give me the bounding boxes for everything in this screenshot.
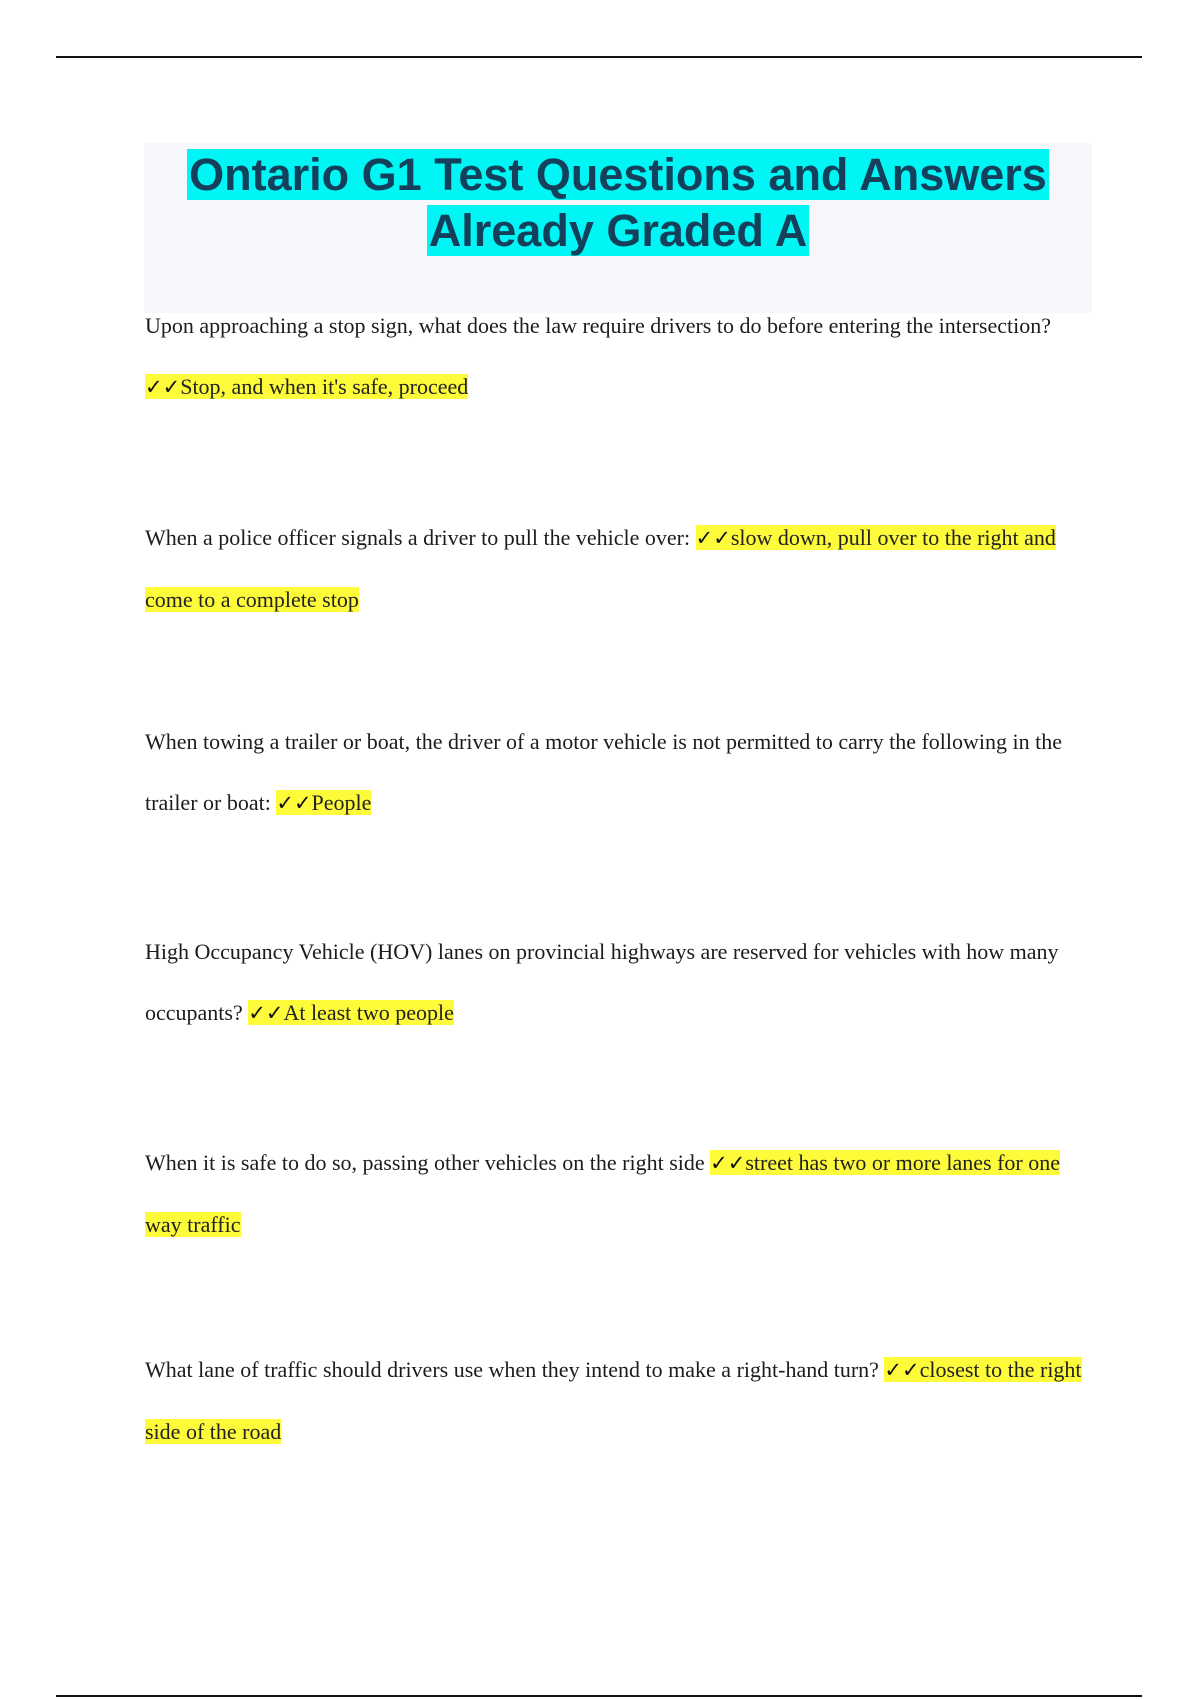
check-icon: ✓✓ — [145, 375, 181, 399]
question-text: When it is safe to do so, passing other vehicles on the right side — [145, 1150, 705, 1175]
answer-text: street has two or more lanes for one way traffic — [145, 1150, 1060, 1237]
document-title — [144, 143, 1092, 259]
question-text: High Occupancy Vehicle (HOV) lanes on provincial highways are reserved for vehicles with how many occupants? — [145, 939, 1059, 1025]
header-rule — [56, 56, 1142, 58]
qa-item-6 — [145, 1339, 1095, 1462]
qa-item-1 — [145, 295, 1095, 418]
title-line-1: Ontario G1 Test Questions and Answers — [189, 149, 1047, 200]
qa-item-3 — [145, 711, 1095, 834]
answer-text: closest to the right side of the road — [145, 1357, 1082, 1444]
title-block — [144, 143, 1092, 313]
question-text: What lane of traffic should drivers use when they intend to make a right-hand turn? — [145, 1357, 879, 1382]
check-icon: ✓✓ — [710, 1151, 746, 1175]
qa-item-2 — [145, 507, 1095, 630]
check-icon: ✓✓ — [695, 526, 731, 550]
answer-text: People — [311, 790, 372, 815]
question-text: Upon approaching a stop sign, what does the law require drivers to do before entering the intersection? — [145, 313, 1051, 338]
answer-text: slow down, pull over to the right and come to a complete stop — [145, 525, 1056, 612]
check-icon: ✓✓ — [276, 791, 312, 815]
footer-rule — [56, 1695, 1142, 1697]
answer-highlight — [276, 790, 371, 815]
answer-highlight — [145, 374, 468, 399]
answer-text: At least two people — [283, 1000, 454, 1025]
question-text: When towing a trailer or boat, the driver of a motor vehicle is not permitted to carry the following in the trailer or boat: — [145, 729, 1062, 815]
title-line-2: Already Graded A — [428, 205, 808, 256]
question-text: When a police officer signals a driver to pull the vehicle over: — [145, 525, 691, 550]
qa-item-5 — [145, 1132, 1095, 1255]
answer-text: Stop, and when it's safe, proceed — [180, 374, 469, 399]
check-icon: ✓✓ — [884, 1358, 920, 1382]
answer-highlight — [248, 1000, 454, 1025]
check-icon: ✓✓ — [248, 1001, 284, 1025]
qa-item-4 — [145, 921, 1095, 1044]
